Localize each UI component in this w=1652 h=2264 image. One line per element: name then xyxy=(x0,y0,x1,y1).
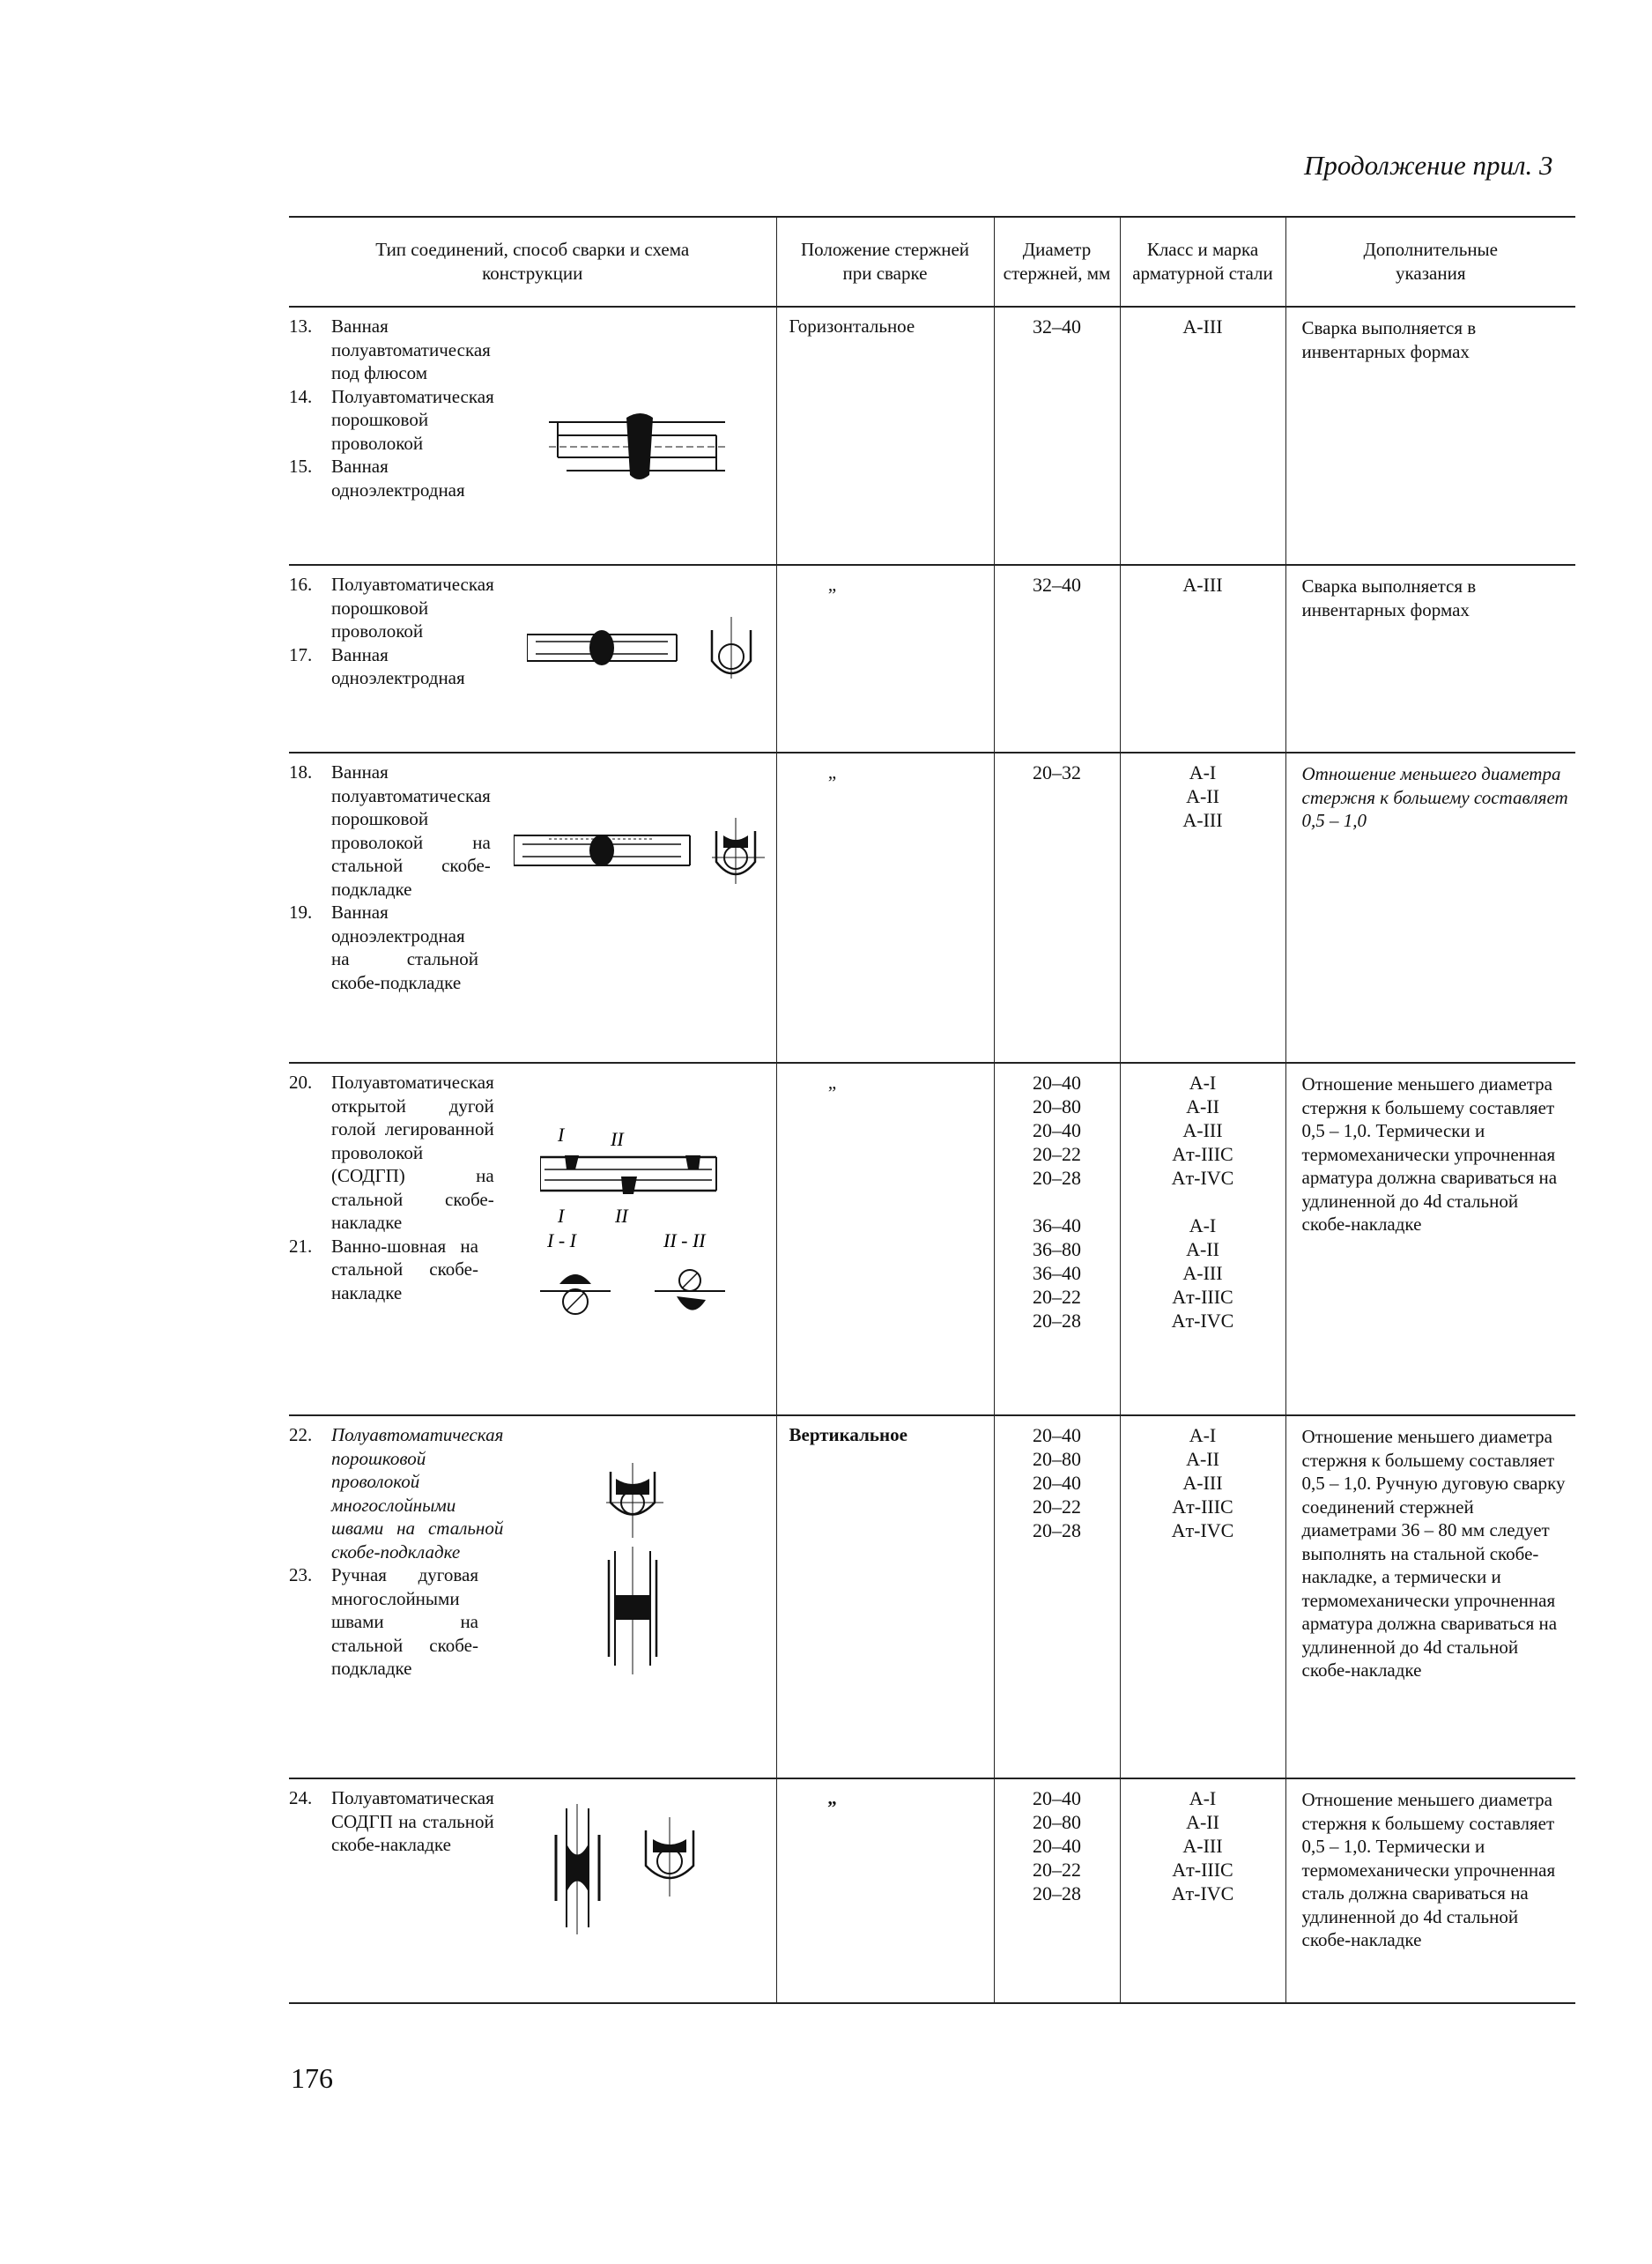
header-type: Тип соединений, способ сварки и схема конструкции xyxy=(289,217,776,307)
header-diameter: Диаметр стержней, мм xyxy=(994,217,1120,307)
header-position: Положение стержней при сварке xyxy=(776,217,994,307)
weld-schematic xyxy=(478,315,771,501)
position-cell: „ xyxy=(776,565,994,753)
type-cell xyxy=(289,1063,776,1415)
table-row xyxy=(289,1063,1575,1415)
notes-cell: Отношение меньшего диаметра стержня к большему составляет 0,5 – 1,0. Ручную дуговую сварку соединений стержней диаметрами 36 – 80 мм следует выполнять на стальной скобе-накладке, а термически и термомеханически упрочненная арматура должна свариваться на удлиненной до 4d стальной скобе-накладке xyxy=(1285,1415,1575,1778)
notes-cell: Отношение меньшего диаметра стержня к большему составляет 0,5 – 1,0. Термически и термомеханически упрочненная арматура должна свариваться на удлиненной до 4d стальной скобе-накладке xyxy=(1285,1063,1575,1415)
label-section-ii: II xyxy=(611,1128,624,1150)
weld-schematic xyxy=(478,573,771,690)
list-item: 16. Полуавтоматическая порошковой проволокой xyxy=(289,574,494,642)
list-item: 21. Ванно-шовная на стальной скобе-накладке xyxy=(289,1235,478,1303)
list-item: 17. Ванная одноэлектродная xyxy=(289,643,465,688)
page-number: 176 xyxy=(291,2062,333,2094)
notes-cell: Отношение меньшего диаметра стержня к большему составляет 0,5 – 1,0. Термически и термомеханически упрочненная сталь должна свариваться на удлиненной до 4d стальной скобе-накладке xyxy=(1285,1778,1575,2003)
diameter-cell: 32–40 xyxy=(994,565,1120,753)
type-cell xyxy=(289,1778,776,2003)
table-row xyxy=(289,1778,1575,2003)
position-cell: Вертикальное xyxy=(776,1415,994,1778)
table-header-row xyxy=(289,217,1575,307)
class-cell: A-I A-II A-III Aт-IIIC Aт-IVC xyxy=(1120,1778,1285,2003)
running-head: Продолжение прил. 3 xyxy=(1304,150,1553,181)
weld-schematic xyxy=(478,1786,771,1857)
position-cell: „ xyxy=(776,753,994,1063)
diameter-cell: 20–40 20–80 20–40 20–22 20–28 xyxy=(994,1778,1120,2003)
weld-schematic xyxy=(478,761,771,994)
diameter-cell: 32–40 xyxy=(994,307,1120,565)
list-item: 15. Ванная одноэлектродная xyxy=(289,456,465,501)
list-item: 22. Полуавтоматическая порошковой проволокой многослойными швами на стальной скобе-подкладке xyxy=(289,1424,504,1563)
label-cut-ii: II - II xyxy=(663,1229,706,1251)
class-cell: A-I A-II A-III Aт-IIIC Aт-IVC xyxy=(1120,1415,1285,1778)
label-section-i: I xyxy=(558,1124,565,1146)
table-row xyxy=(289,1415,1575,1778)
header-class: Класс и марка арматурной стали xyxy=(1120,217,1285,307)
list-item: 20. Полуавтоматическая открытой дугой голой легированной проволокой (СОДГП) на стальной скобе-накладке xyxy=(289,1072,494,1233)
header-notes: Дополнительные указания xyxy=(1285,217,1575,307)
list-item: 18. Ванная полуавтоматическая порошковой проволокой на стальной скобе-подкладке xyxy=(289,761,491,900)
weld-schematic xyxy=(478,1423,771,1681)
list-item: 24. Полуавтоматическая СОДГП на стальной скобе-накладке xyxy=(289,1787,494,1855)
position-cell: „ xyxy=(776,1063,994,1415)
table-row xyxy=(289,307,1575,565)
list-item: 14. Полуавтоматическая порошковой проволокой xyxy=(289,385,494,454)
diameter-cell: 20–40 20–80 20–40 20–22 20–28 xyxy=(994,1415,1120,1778)
diameter-cell: 20–40 20–80 20–40 20–22 20–28 36–40 36–80 36–40 20–22 20–28 xyxy=(994,1063,1120,1415)
list-item: 13. Ванная полуавтоматическая под флюсом xyxy=(289,315,491,383)
position-cell: Горизонтальное xyxy=(776,307,994,565)
position-cell: „ xyxy=(776,1778,994,2003)
type-cell xyxy=(289,753,776,1063)
type-cell xyxy=(289,565,776,753)
class-cell: A-III xyxy=(1120,565,1285,753)
type-cell xyxy=(289,1415,776,1778)
notes-cell: Сварка выполняется в инвентарных формах xyxy=(1285,307,1575,565)
welding-table xyxy=(289,216,1575,2004)
class-cell: A-III xyxy=(1120,307,1285,565)
table-row xyxy=(289,753,1575,1063)
diameter-cell: 20–32 xyxy=(994,753,1120,1063)
label-section-ii: II xyxy=(615,1205,628,1227)
label-cut-i: I - I xyxy=(547,1229,576,1251)
table-row xyxy=(289,565,1575,753)
type-cell xyxy=(289,307,776,565)
list-item: 19. Ванная одноэлектродная на стальной скобе-подкладке xyxy=(289,902,478,993)
list-item: 23. Ручная дуговая многослойными швами на стальной скобе-подкладке xyxy=(289,1564,478,1679)
notes-cell: Отношение меньшего диаметра стержня к большему составляет 0,5 – 1,0 xyxy=(1285,753,1575,1063)
notes-cell: Сварка выполняется в инвентарных формах xyxy=(1285,565,1575,753)
class-cell: A-I A-II A-III Aт-IIIC Aт-IVC A-I A-II A-III Aт-IIIC Aт-IVC xyxy=(1120,1063,1285,1415)
label-section-i: I xyxy=(558,1205,565,1227)
class-cell: A-I A-II A-III xyxy=(1120,753,1285,1063)
weld-schematic xyxy=(478,1071,771,1304)
